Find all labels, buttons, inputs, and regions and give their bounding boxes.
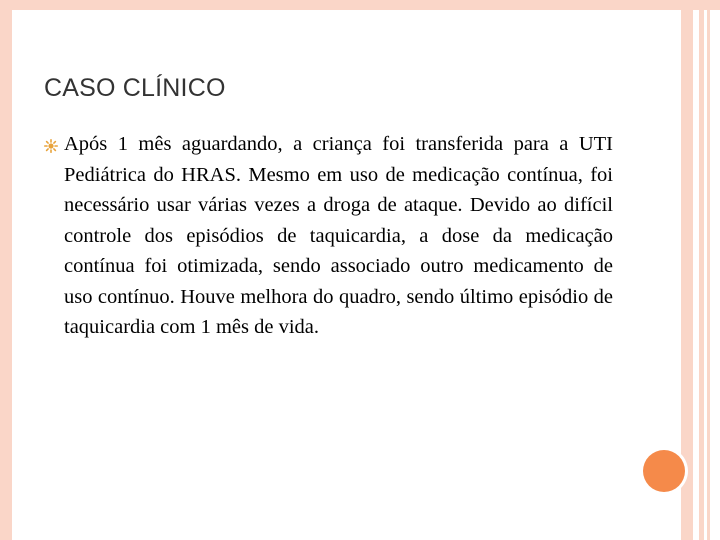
bullet-text: Após 1 mês aguardando, a criança foi transferida para a UTI Pediátrica do HRAS. Mesmo em uso de medicação contínua, foi necessário usar várias vezes a droga de ataque. Devido ao difícil controle dos episódios de taquicardia, a dose da medicação contínua foi otimizada, sendo associado outro medicamento de uso contínuo. Houve melhora do quadro, sendo último episódio de taquicardia com 1 mês de vida. (64, 133, 613, 338)
slide-title: CASO CLÍNICO (44, 74, 226, 102)
decorative-circle-fill (643, 450, 685, 492)
sun-bullet-icon (44, 139, 58, 153)
left-border-decoration (0, 0, 12, 540)
top-border-decoration (0, 0, 720, 10)
right-stripe-decoration (707, 0, 710, 540)
title-divider (30, 122, 681, 124)
right-stripe-decoration (699, 0, 704, 540)
